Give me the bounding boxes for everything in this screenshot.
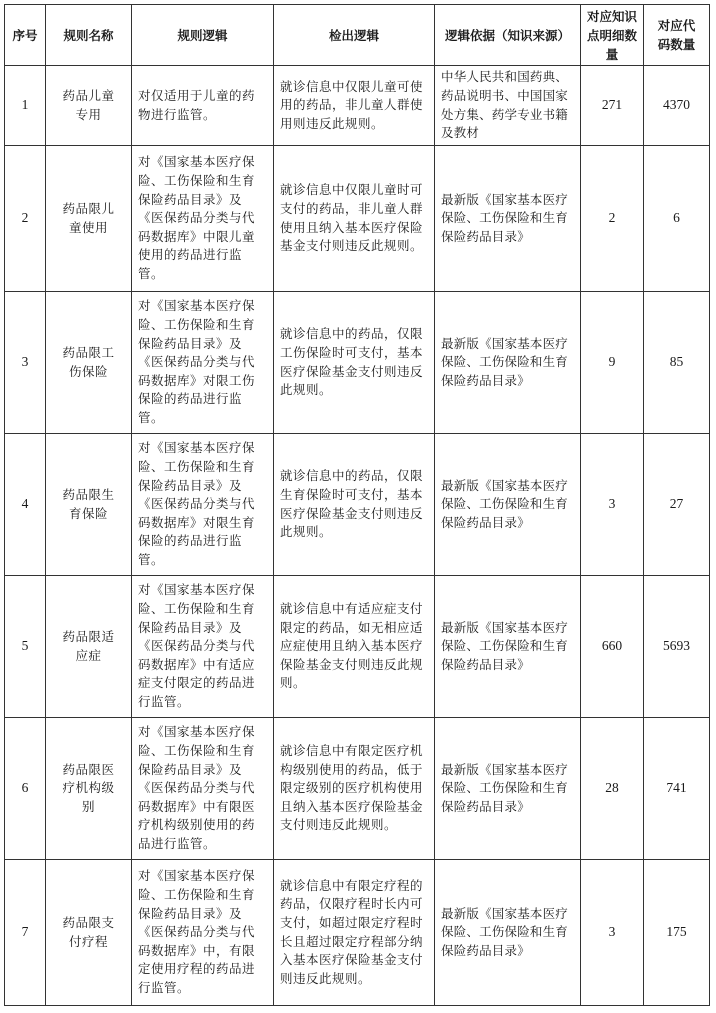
cell-knowledge-count: 28 [581, 718, 644, 860]
cell-basis: 最新版《国家基本医疗保险、工伤保险和生育保险药品目录》 [435, 146, 581, 292]
cell-seq: 7 [5, 860, 46, 1006]
cell-rule-logic: 对仅适用于儿童的药物进行监管。 [132, 66, 274, 146]
header-detect-logic: 检出逻辑 [274, 5, 435, 66]
cell-detect-logic: 就诊信息中有限定疗程的药品，仅限疗程时长内可支付，如超过限定疗程时长且超过限定疗程部分纳入基本医疗保险基金支付则违反此规则。 [274, 860, 435, 1006]
cell-code-count: 6 [644, 146, 710, 292]
cell-rule-name: 药品限工伤保险 [46, 292, 132, 434]
cell-rule-name: 药品限支付疗程 [46, 860, 132, 1006]
cell-seq: 3 [5, 292, 46, 434]
cell-basis: 最新版《国家基本医疗保险、工伤保险和生育保险药品目录》 [435, 860, 581, 1006]
cell-knowledge-count: 2 [581, 146, 644, 292]
cell-detect-logic: 就诊信息中的药品，仅限生育保险时可支付，基本医疗保险基金支付则违反此规则。 [274, 434, 435, 576]
table-row [5, 576, 710, 718]
table-row [5, 66, 710, 146]
cell-knowledge-count: 3 [581, 434, 644, 576]
header-code-count: 对应代码数量 [644, 5, 710, 66]
cell-rule-logic: 对《国家基本医疗保险、工伤保险和生育保险药品目录》及《医保药品分类与代码数据库》对限生育保险的药品进行监管。 [132, 434, 274, 576]
cell-code-count: 175 [644, 860, 710, 1006]
cell-rule-name: 药品限生育保险 [46, 434, 132, 576]
table-row [5, 860, 710, 1006]
table-row [5, 718, 710, 860]
cell-detect-logic: 就诊信息中仅限儿童时可支付的药品，非儿童人群使用且纳入基本医疗保险基金支付则违反此规则。 [274, 146, 435, 292]
cell-detect-logic: 就诊信息中有限定医疗机构级别使用的药品，低于限定级别的医疗机构使用且纳入基本医疗保险基金支付则违反此规则。 [274, 718, 435, 860]
cell-knowledge-count: 9 [581, 292, 644, 434]
table-row [5, 292, 710, 434]
cell-detect-logic: 就诊信息中有适应症支付限定的药品，如无相应适应症使用且纳入基本医疗保险基金支付则违反此规则。 [274, 576, 435, 718]
cell-knowledge-count: 660 [581, 576, 644, 718]
cell-code-count: 5693 [644, 576, 710, 718]
header-row [5, 5, 710, 66]
header-seq: 序号 [5, 5, 46, 66]
cell-rule-logic: 对《国家基本医疗保险、工伤保险和生育保险药品目录》及《医保药品分类与代码数据库》中限儿童使用的药品进行监管。 [132, 146, 274, 292]
cell-code-count: 4370 [644, 66, 710, 146]
rules-table [4, 4, 710, 1006]
header-rule-logic: 规则逻辑 [132, 5, 274, 66]
cell-rule-logic: 对《国家基本医疗保险、工伤保险和生育保险药品目录》及《医保药品分类与代码数据库》中有适应症支付限定的药品进行监管。 [132, 576, 274, 718]
header-basis: 逻辑依据（知识来源） [435, 5, 581, 66]
cell-code-count: 85 [644, 292, 710, 434]
cell-seq: 6 [5, 718, 46, 860]
cell-basis: 最新版《国家基本医疗保险、工伤保险和生育保险药品目录》 [435, 292, 581, 434]
header-knowledge-count: 对应知识点明细数量 [581, 5, 644, 66]
cell-rule-logic: 对《国家基本医疗保险、工伤保险和生育保险药品目录》及《医保药品分类与代码数据库》中，有限定使用疗程的药品进行监管。 [132, 860, 274, 1006]
cell-basis: 最新版《国家基本医疗保险、工伤保险和生育保险药品目录》 [435, 718, 581, 860]
cell-code-count: 27 [644, 434, 710, 576]
cell-rule-name: 药品限医疗机构级别 [46, 718, 132, 860]
table-row [5, 434, 710, 576]
cell-basis: 最新版《国家基本医疗保险、工伤保险和生育保险药品目录》 [435, 434, 581, 576]
cell-knowledge-count: 271 [581, 66, 644, 146]
cell-seq: 4 [5, 434, 46, 576]
cell-basis: 中华人民共和国药典、药品说明书、中国国家处方集、药学专业书籍及教材 [435, 66, 581, 146]
cell-rule-name: 药品限儿童使用 [46, 146, 132, 292]
cell-basis: 最新版《国家基本医疗保险、工伤保险和生育保险药品目录》 [435, 576, 581, 718]
cell-rule-logic: 对《国家基本医疗保险、工伤保险和生育保险药品目录》及《医保药品分类与代码数据库》中有限医疗机构级别使用的药品进行监管。 [132, 718, 274, 860]
cell-knowledge-count: 3 [581, 860, 644, 1006]
header-rule-name: 规则名称 [46, 5, 132, 66]
cell-code-count: 741 [644, 718, 710, 860]
cell-seq: 5 [5, 576, 46, 718]
cell-rule-name: 药品儿童专用 [46, 66, 132, 146]
table-row [5, 146, 710, 292]
cell-detect-logic: 就诊信息中的药品，仅限工伤保险时可支付，基本医疗保险基金支付则违反此规则。 [274, 292, 435, 434]
cell-detect-logic: 就诊信息中仅限儿童可使用的药品，非儿童人群使用则违反此规则。 [274, 66, 435, 146]
cell-rule-name: 药品限适应症 [46, 576, 132, 718]
cell-seq: 1 [5, 66, 46, 146]
cell-seq: 2 [5, 146, 46, 292]
cell-rule-logic: 对《国家基本医疗保险、工伤保险和生育保险药品目录》及《医保药品分类与代码数据库》对限工伤保险的药品进行监管。 [132, 292, 274, 434]
